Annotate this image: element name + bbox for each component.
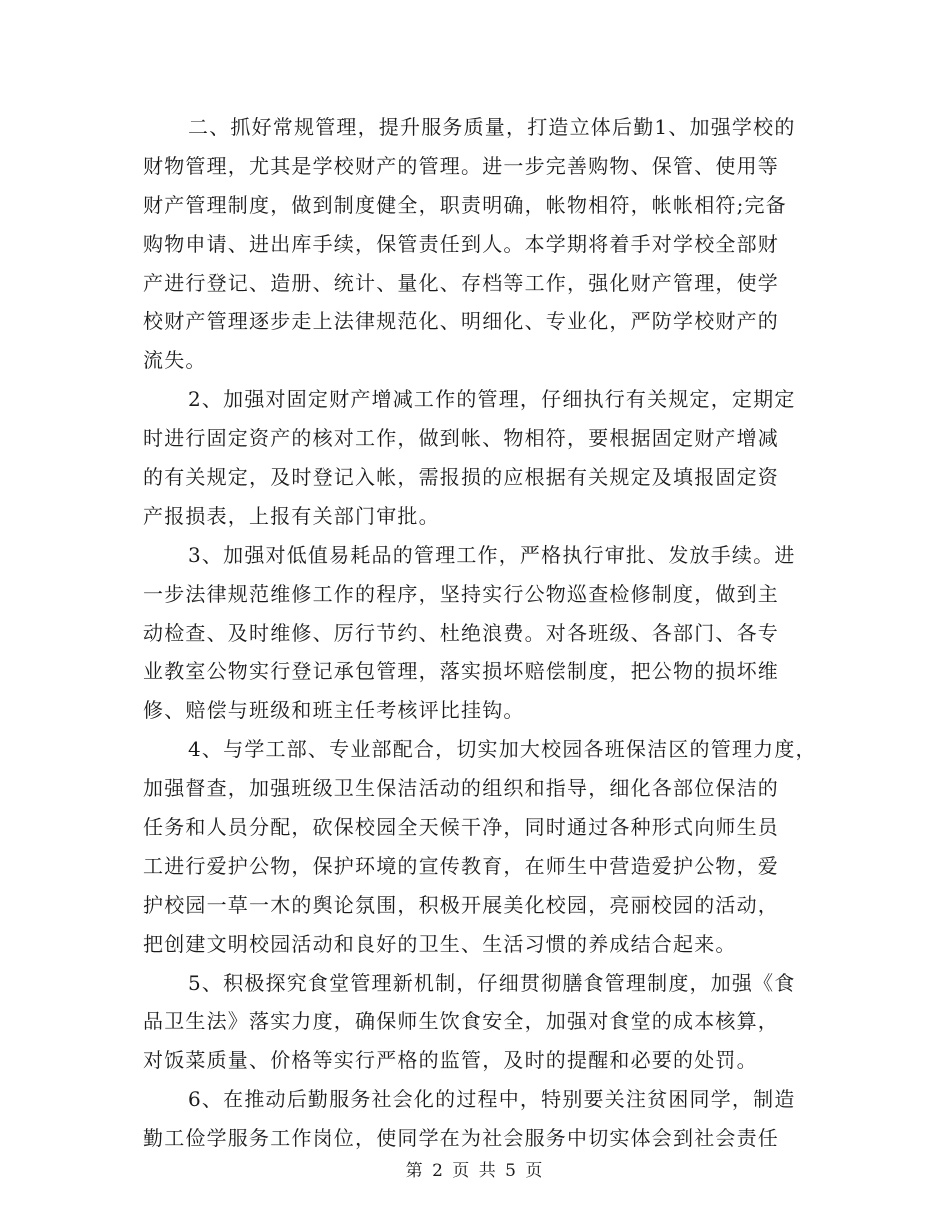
text-line: 流失。: [143, 348, 207, 373]
text-line: 动检查、及时维修、厉行节约、杜绝浪费。对各班级、各部门、各专: [143, 620, 779, 645]
text-line: 加强督查，加强班级卫生保洁活动的组织和指导，细化各部位保洁的: [143, 776, 779, 801]
paragraph-5: [143, 964, 823, 1081]
paragraph-1: [143, 108, 823, 380]
text-line: 品卫生法》落实力度，确保师生饮食安全，加强对食堂的成本核算，: [143, 1009, 779, 1034]
text-line: 对饭菜质量、价格等实行严格的监管，及时的提醒和必要的处罚。: [143, 1048, 758, 1073]
text-line: 财物管理，尤其是学校财产的管理。进一步完善购物、保管、使用等: [143, 153, 779, 178]
text-line: 3、加强对低值易耗品的管理工作，严格执行审批、发放手续。进: [188, 542, 796, 567]
text-line: 5、积极探究食堂管理新机制，仔细贯彻膳食管理制度，加强《食: [188, 970, 796, 995]
text-line: 财产管理制度，做到制度健全，职责明确，帐物相符，帐帐相符;完备: [143, 192, 787, 217]
text-line: 二、抓好常规管理，提升服务质量，打造立体后勤1、加强学校的: [188, 115, 796, 139]
text-line: 2、加强对固定财产增减工作的管理，仔细执行有关规定，定期定: [188, 387, 796, 412]
text-line: 产报损表，上报有关部门审批。: [143, 503, 440, 528]
text-line: 把创建文明校园活动和良好的卫生、生活习惯的养成结合起来。: [143, 931, 737, 956]
text-line: 工进行爱护公物，保护环境的宣传教育，在师生中营造爱护公物，爱: [143, 853, 779, 878]
text-line: 的有关规定，及时登记入帐，需报损的应根据有关规定及填报固定资: [143, 465, 779, 490]
text-line: 业教室公物实行登记承包管理，落实损坏赔偿制度，把公物的损坏维: [143, 659, 779, 684]
text-line: 任务和人员分配，砍保校园全天候干净，同时通过各种形式向师生员: [143, 815, 779, 840]
paragraph-4: [143, 730, 823, 963]
text-line: 6、在推动后勤服务社会化的过程中，特别要关注贫困同学，制造: [188, 1087, 796, 1112]
text-line: 护校园一草一木的舆论氛围，积极开展美化校园，亮丽校园的活动，: [143, 892, 779, 917]
paragraph-6: [143, 1080, 823, 1158]
page-number-footer: 第 2 页 共 5 页: [405, 1161, 545, 1181]
paragraph-2: [143, 380, 823, 536]
text-line: 购物申请、进出库手续，保管责任到人。本学期将着手对学校全部财: [143, 231, 779, 256]
text-line: 修、赔偿与班级和班主任考核评比挂钩。: [143, 698, 525, 723]
paragraph-3: [143, 536, 823, 730]
text-line: 4、与学工部、专业部配合，切实加大校园各班保洁区的管理力度，: [188, 737, 817, 762]
text-line: 勤工俭学服务工作岗位，使同学在为社会服务中切实体会到社会责任: [143, 1126, 779, 1151]
text-line: 一步法律规范维修工作的程序，坚持实行公物巡查检修制度，做到主: [143, 581, 779, 606]
text-line: 产进行登记、造册、统计、量化、存档等工作，强化财产管理，使学: [143, 270, 779, 295]
text-line: 时进行固定资产的核对工作，做到帐、物相符，要根据固定财产增减: [143, 426, 779, 451]
text-line: 校财产管理逐步走上法律规范化、明细化、专业化，严防学校财产的: [143, 309, 779, 334]
document-body: [143, 108, 823, 1158]
